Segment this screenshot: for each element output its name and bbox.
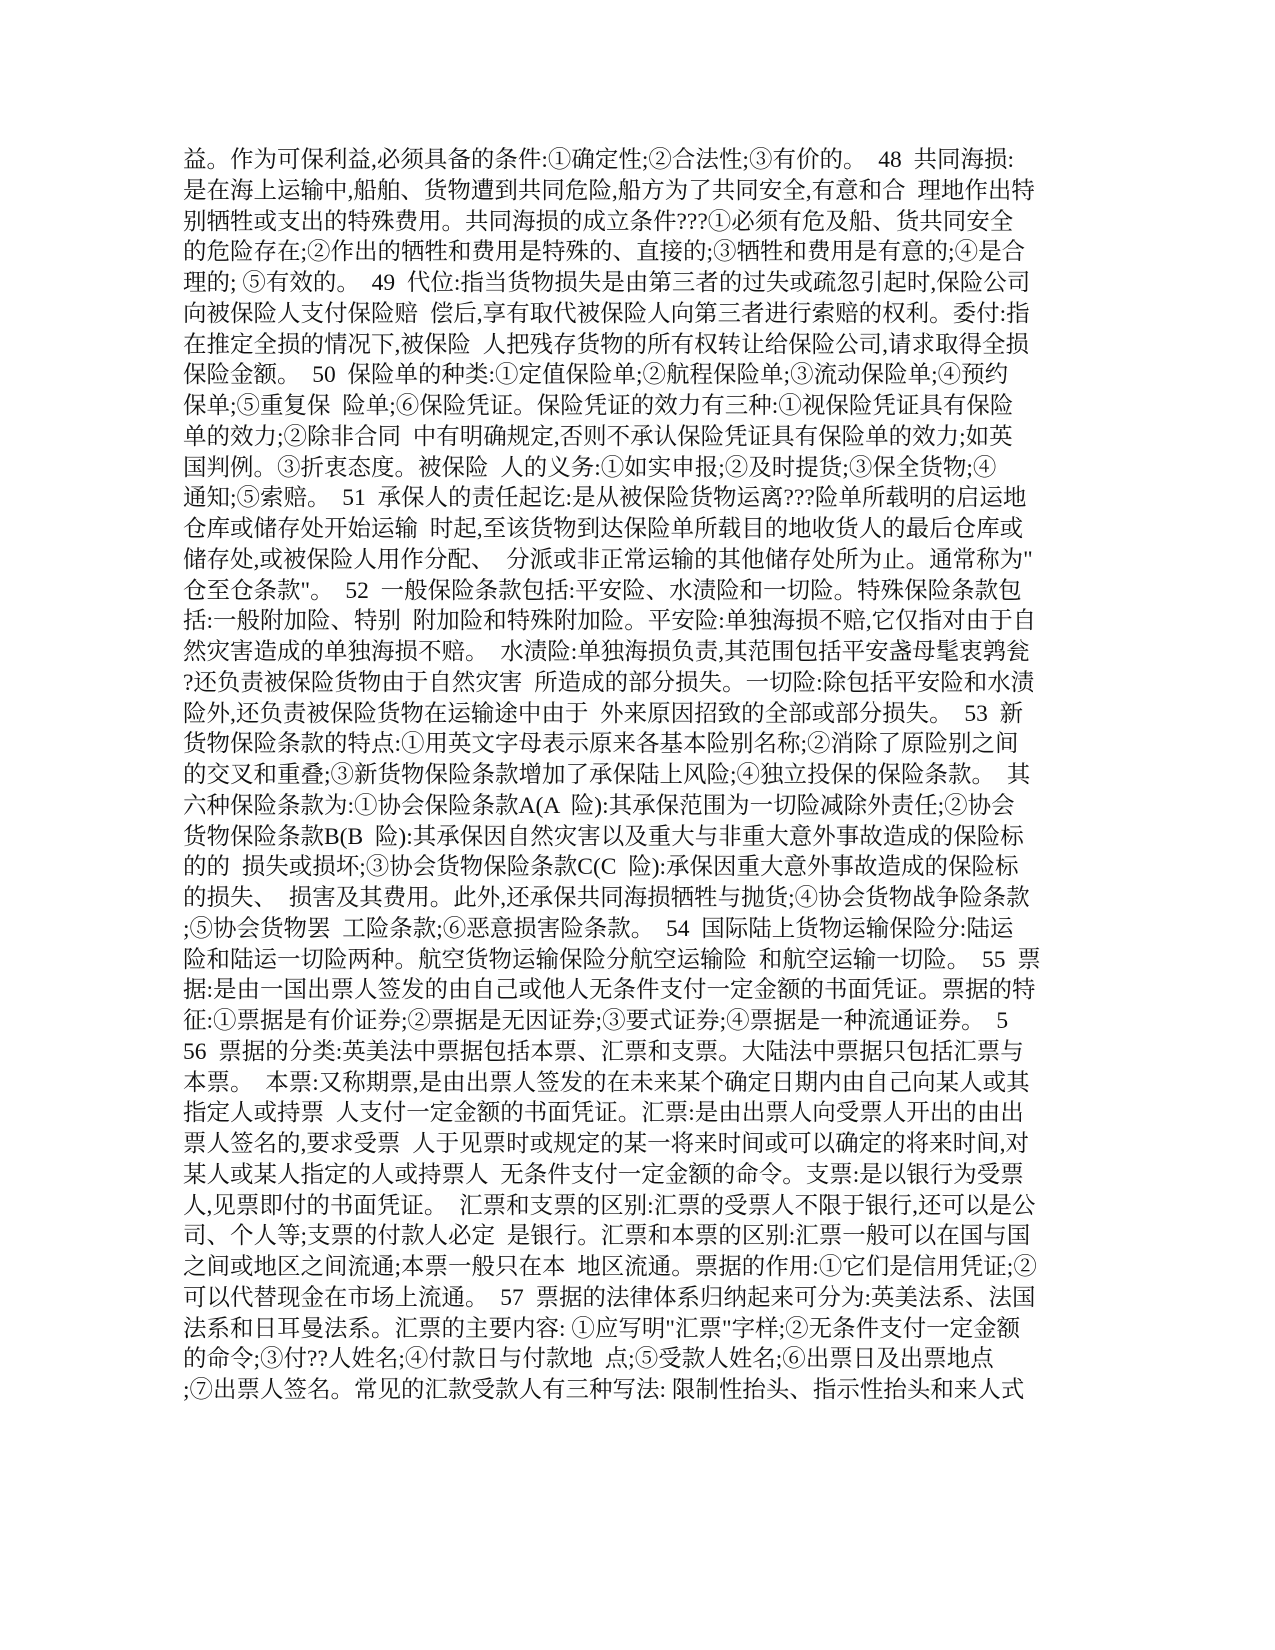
text-line: ;⑦出票人签名。常见的汇款受款人有三种写法: 限制性抬头、指示性抬头和来人式: [183, 1377, 1025, 1403]
text-line: 通知;⑤索赔。 51 承保人的责任起讫:是从被保险货物运离???险单所载明的启运地: [183, 485, 1027, 512]
text-line: 国判例。③折衷态度。被保险 人的义务:①如实申报;②及时提货;③保全货物;④: [183, 454, 997, 481]
text-line: 货物保险条款B(B 险):其承保因自然灾害以及重大与非重大意外事故造成的保险标: [183, 823, 1024, 850]
text-line: 人,见票即付的书面凭证。 汇票和支票的区别:汇票的受票人不限于银行,还可以是公: [183, 1192, 1036, 1219]
text-line: 别牺牲或支出的特殊费用。共同海损的成立条件???①必须有危及船、货共同安全: [183, 208, 1014, 235]
text-line: 是在海上运输中,船舶、货物遭到共同危险,船方为了共同安全,有意和合 理地作出特: [183, 177, 1035, 204]
text-line: 仓库或储存处开始运输 时起,至该货物到达保险单所载目的地收货人的最后仓库或: [183, 516, 1024, 542]
text-line: 票人签名的,要求受票 人于见票时或规定的某一将来时间或可以确定的将来时间,对: [183, 1131, 1029, 1157]
text-line: 之间或地区之间流通;本票一般只在本 地区流通。票据的作用:①它们是信用凭证;②: [183, 1254, 1037, 1280]
text-line: 险和陆运一切险两种。航空货物运输保险分航空运输险 和航空运输一切险。 55 票: [183, 946, 1041, 973]
text-line: 法系和日耳曼法系。汇票的主要内容: ①应写明"汇票"字样;②无条件支付一定金额: [183, 1315, 1021, 1342]
text-line: 向被保险人支付保险赔 偿后,享有取代被保险人向第三者进行索赔的权利。委付:指: [183, 300, 1030, 327]
text-line: 保险金额。 50 保险单的种类:①定值保险单;②航程保险单;③流动保险单;④预约: [183, 362, 1009, 389]
text-line: 单的效力;②除非合同 中有明确规定,否则不承认保险凭证具有保险单的效力;如英: [183, 423, 1013, 450]
text-line: 某人或某人指定的人或持票人 无条件支付一定金额的命令。支票:是以银行为受票: [183, 1161, 1024, 1188]
text-line: 仓至仓条款"。 52 一般保险条款包括:平安险、水渍险和一切险。特殊保险条款包: [183, 577, 1022, 604]
text-line: 征:①票据是有价证券;②票据是无因证券;③要式证券;④票据是一种流通证券。 5: [183, 1008, 1009, 1034]
text-line: 括:一般附加险、特别 附加险和特殊附加险。平安险:单独海损不赔,它仅指对由于自: [183, 608, 1037, 635]
text-line: 的命令;③付??人姓名;④付款日与付款地 点;⑤受款人姓名;⑥出票日及出票地点: [183, 1346, 994, 1373]
text-line: 56 票据的分类:英美法中票据包括本票、汇票和支票。大陆法中票据只包括汇票与: [183, 1038, 1024, 1065]
text-line: 货物保险条款的特点:①用英文字母表示原来各基本险别名称;②消除了原险别之间: [183, 731, 1019, 758]
text-line: 的交叉和重叠;③新货物保险条款增加了承保陆上风险;④独立投保的保险条款。 其: [183, 762, 1031, 788]
text-line: 的的 损失或损坏;③协会货物保险条款C(C 险):承保因重大意外事故造成的保险标: [183, 854, 1019, 881]
text-line: ?还负责被保险货物由于自然灾害 所造成的部分损失。一切险:除包括平安险和水渍: [183, 669, 1035, 696]
text-line: 保单;⑤重复保 险单;⑥保险凭证。保险凭证的效力有三种:①视保险凭证具有保险: [183, 393, 1014, 419]
text-line: 本票。 本票:又称期票,是由出票人签发的在未来某个确定日期内由自己向某人或其: [183, 1069, 1030, 1096]
text-line: 司、个人等;支票的付款人必定 是银行。汇票和本票的区别:汇票一般可以在国与国: [183, 1223, 1031, 1250]
text-line: 六种保险条款为:①协会保险条款A(A 险):其承保范围为一切险减除外责任;②协会: [183, 792, 1015, 819]
text-line: 然灾害造成的单独海损不赔。 水渍险:单独海损负责,其范围包括平安盏母髦衷鹑瓮: [183, 639, 1030, 665]
text-line: 的损失、 损害及其费用。此外,还承保共同海损牺牲与抛货;④协会货物战争险条款: [183, 885, 1030, 911]
text-line: 在推定全损的情况下,被保险 人把残存货物的所有权转让给保险公司,请求取得全损: [183, 331, 1029, 358]
text-line: 可以代替现金在市场上流通。 57 票据的法律体系归纳起来可分为:英美法系、法国: [183, 1284, 1036, 1311]
text-line: 益。作为可保利益,必须具备的条件:①确定性;②合法性;③有价的。 48 共同海损:: [183, 147, 1014, 173]
text-line: 指定人或持票 人支付一定金额的书面凭证。汇票:是由出票人向受票人开出的由出: [183, 1100, 1024, 1127]
text-line: 的危险存在;②作出的牺牲和费用是特殊的、直接的;③牺牲和费用是有意的;④是合: [183, 239, 1026, 266]
text-line: ;⑤协会货物罢 工险条款;⑥恶意损害险条款。 54 国际陆上货物运输保险分:陆运: [183, 915, 1014, 942]
body-text: [183, 145, 1088, 1406]
text-line: 理的; ⑤有效的。 49 代位:指当货物损失是由第三者的过失或疏忽引起时,保险公司: [183, 270, 1031, 296]
text-line: 储存处,或被保险人用作分配、 分派或非正常运输的其他储存处所为止。通常称为": [183, 546, 1033, 573]
text-line: 险外,还负责被保险货物在运输途中由于 外来原因招致的全部或部分损失。 53 新: [183, 700, 1024, 727]
text-line: 据:是由一国出票人签发的由自己或他人无条件支付一定金额的书面凭证。票据的特: [183, 977, 1036, 1004]
